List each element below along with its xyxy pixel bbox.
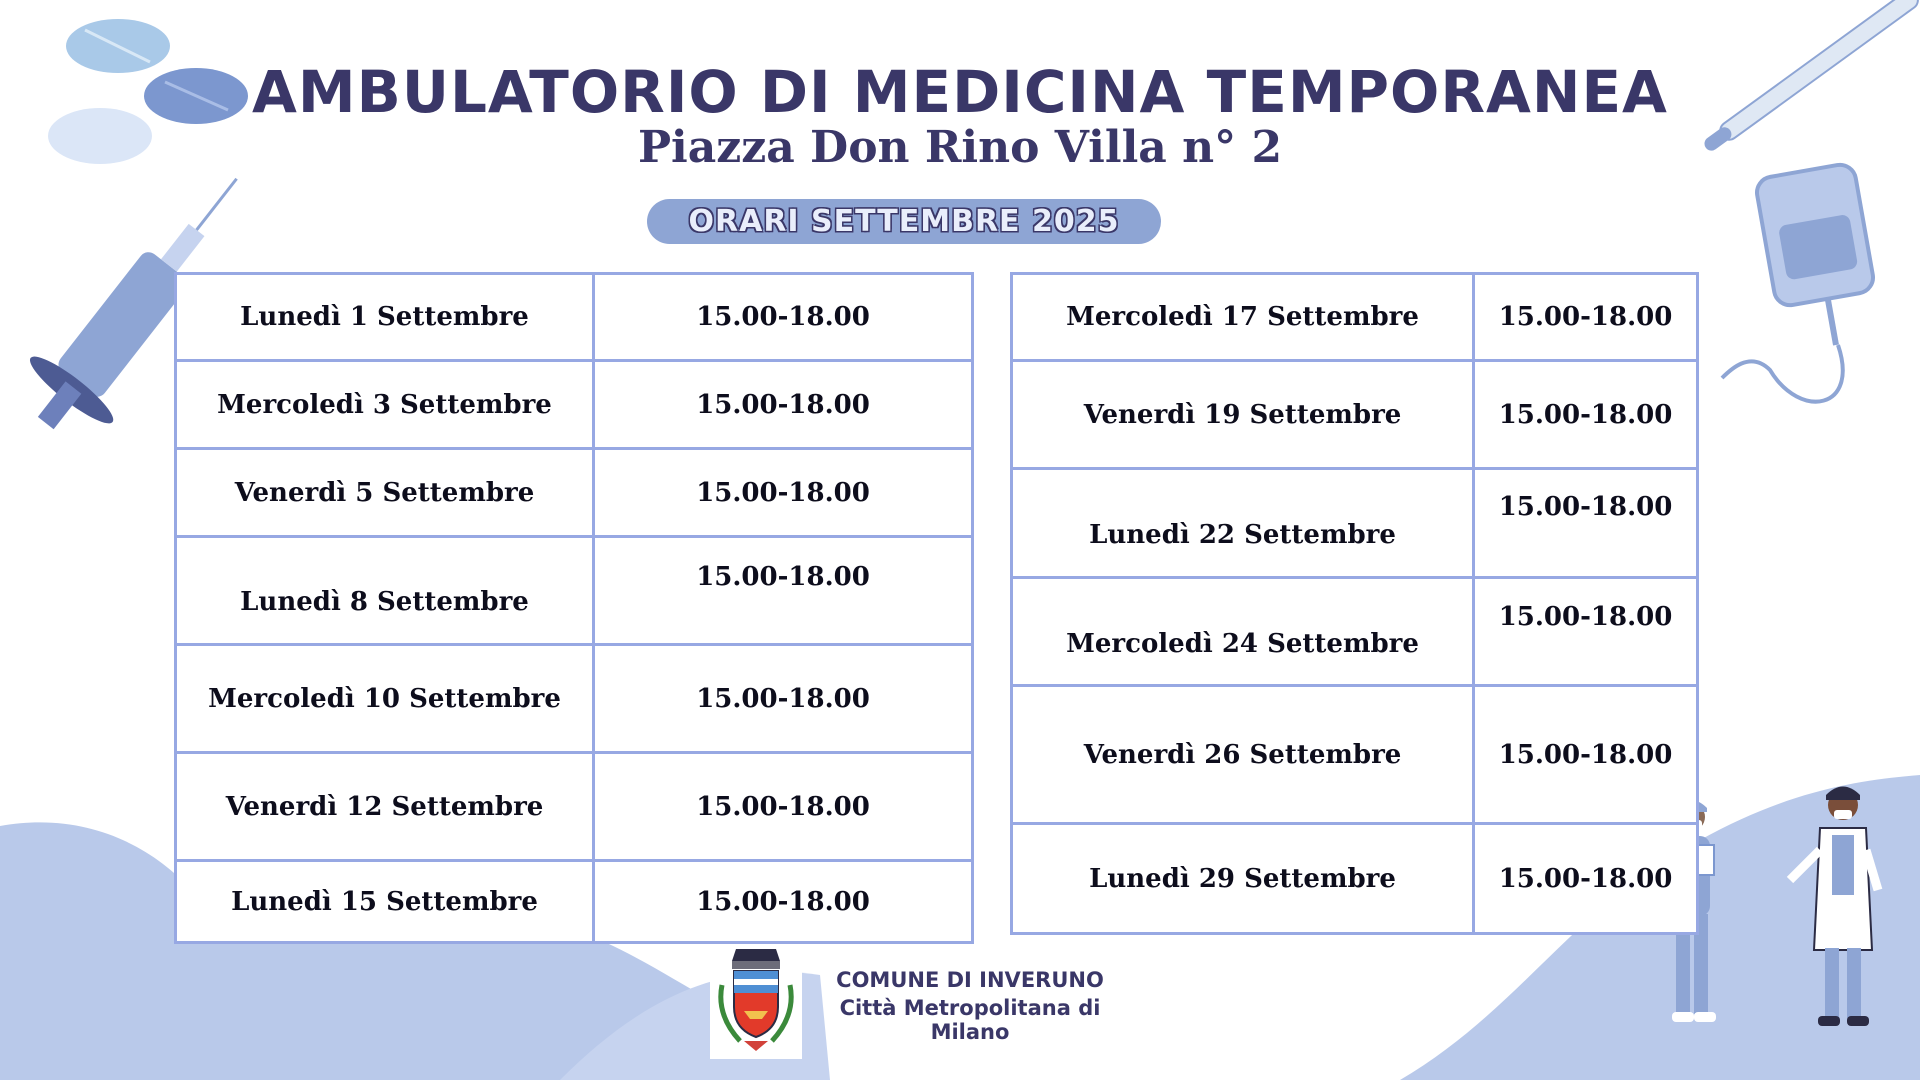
table-row bbox=[1012, 274, 1698, 361]
metro-area-name: Città Metropolitana di Milano bbox=[839, 996, 1101, 1044]
coat-of-arms-icon bbox=[710, 945, 802, 1059]
hours-cell: 15.00-18.00 bbox=[594, 537, 973, 645]
day-cell: Lunedì 1 Settembre bbox=[176, 274, 594, 361]
municipality-name: COMUNE DI INVERUNO bbox=[836, 968, 1104, 992]
hours-cell: 15.00-18.00 bbox=[594, 753, 973, 861]
schedule-table-right bbox=[1010, 272, 1699, 935]
day-cell: Lunedì 22 Settembre bbox=[1012, 469, 1474, 578]
table-row bbox=[176, 537, 973, 645]
table-row bbox=[1012, 469, 1698, 578]
day-cell: Venerdì 26 Settembre bbox=[1012, 686, 1474, 824]
hours-cell: 15.00-18.00 bbox=[594, 274, 973, 361]
day-cell: Mercoledì 17 Settembre bbox=[1012, 274, 1474, 361]
table-row bbox=[176, 449, 973, 537]
day-cell: Venerdì 5 Settembre bbox=[176, 449, 594, 537]
page-title: AMBULATORIO DI MEDICINA TEMPORANEA bbox=[252, 58, 1668, 126]
hours-cell: 15.00-18.00 bbox=[1474, 578, 1698, 686]
hours-cell: 15.00-18.00 bbox=[594, 645, 973, 753]
day-cell: Lunedì 15 Settembre bbox=[176, 861, 594, 943]
municipality-block bbox=[815, 968, 1125, 1044]
table-row bbox=[1012, 578, 1698, 686]
hours-cell: 15.00-18.00 bbox=[1474, 686, 1698, 824]
schedule-table-left bbox=[174, 272, 974, 944]
hours-cell: 15.00-18.00 bbox=[1474, 469, 1698, 578]
iv-bag-icon bbox=[1722, 162, 1876, 401]
hours-cell: 15.00-18.00 bbox=[594, 361, 973, 449]
day-cell: Venerdì 12 Settembre bbox=[176, 753, 594, 861]
day-cell: Lunedì 8 Settembre bbox=[176, 537, 594, 645]
address-subtitle: Piazza Don Rino Villa n° 2 bbox=[637, 122, 1283, 173]
table-row bbox=[176, 274, 973, 361]
table-row bbox=[176, 645, 973, 753]
coat-of-arms-logo bbox=[710, 945, 802, 1059]
table-row bbox=[1012, 686, 1698, 824]
table-row bbox=[176, 861, 973, 943]
day-cell: Mercoledì 10 Settembre bbox=[176, 645, 594, 753]
hours-cell: 15.00-18.00 bbox=[594, 861, 973, 943]
day-cell: Mercoledì 24 Settembre bbox=[1012, 578, 1474, 686]
table-row bbox=[1012, 361, 1698, 469]
table-row bbox=[176, 361, 973, 449]
hours-cell: 15.00-18.00 bbox=[1474, 824, 1698, 934]
table-row bbox=[176, 753, 973, 861]
hours-cell: 15.00-18.00 bbox=[1474, 274, 1698, 361]
hours-cell: 15.00-18.00 bbox=[594, 449, 973, 537]
day-cell: Lunedì 29 Settembre bbox=[1012, 824, 1474, 934]
hours-cell: 15.00-18.00 bbox=[1474, 361, 1698, 469]
period-badge bbox=[647, 199, 1161, 244]
day-cell: Mercoledì 3 Settembre bbox=[176, 361, 594, 449]
table-row bbox=[1012, 824, 1698, 934]
day-cell: Venerdì 19 Settembre bbox=[1012, 361, 1474, 469]
period-badge-label: ORARI SETTEMBRE 2025 bbox=[688, 204, 1120, 239]
